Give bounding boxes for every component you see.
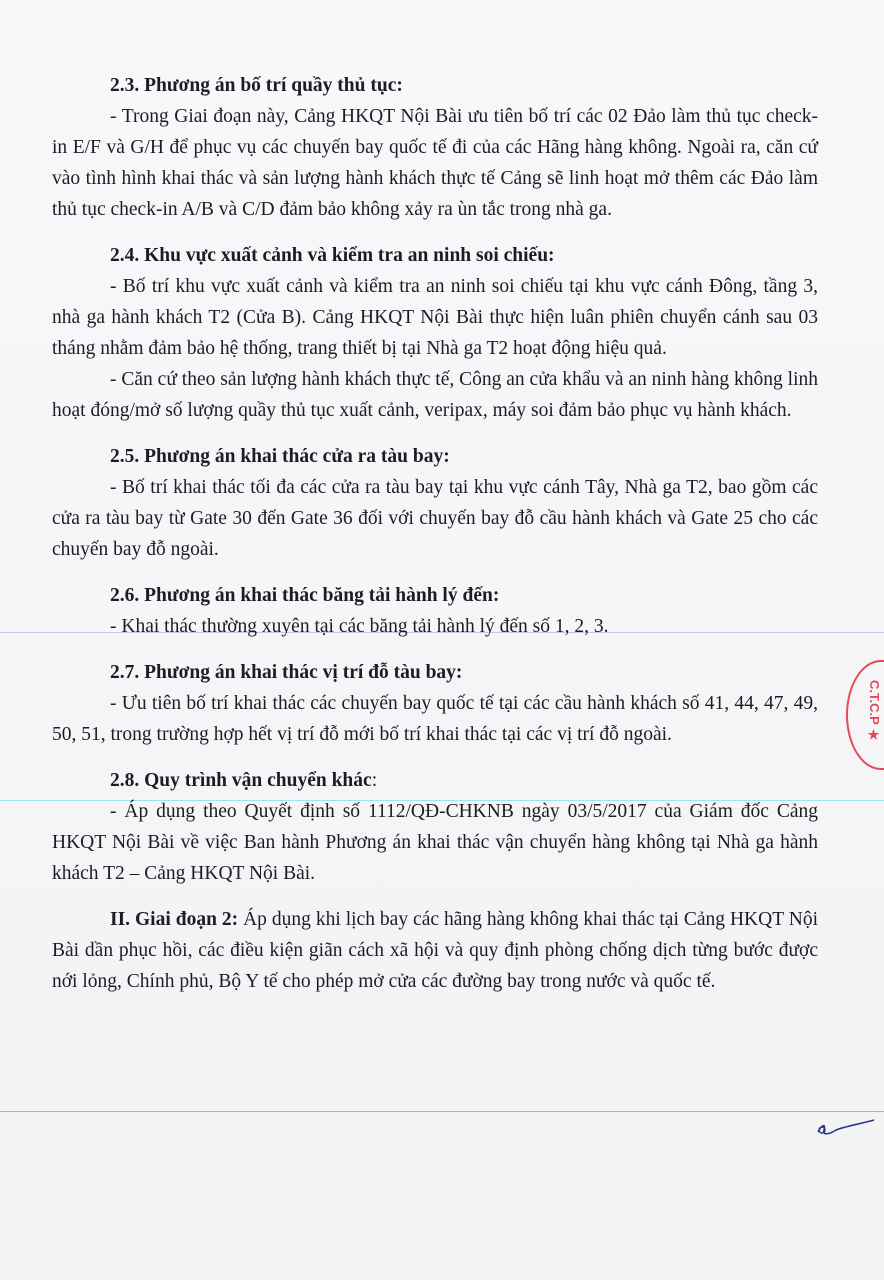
phase-2-paragraph [52,904,818,997]
section-heading: 2.3. Phương án bố trí quầy thủ tục: [110,75,403,96]
section-heading: 2.4. Khu vực xuất cảnh và kiểm tra an ninh soi chiếu: [110,245,555,266]
section-paragraph: - Trong Giai đoạn này, Cảng HKQT Nội Bài ưu tiên bố trí các 02 Đảo làm thủ tục check-in E/F và G/H để phục vụ các chuyến bay quốc tế đi của các Hãng hàng không. Ngoài ra, căn cứ vào tình hình khai thác và sản lượng hành khách thực tế Cảng sẽ linh hoạt mở thêm các Đảo làm thủ tục check-in A/B và C/D đảm bảo không xảy ra ùn tắc trong nhà ga. [52,106,818,220]
signature-mark-icon [816,1116,876,1145]
section-paragraph: - Khai thác thường xuyên tại các băng tải hành lý đến số 1, 2, 3. [110,616,609,637]
section-paragraph: - Áp dụng theo Quyết định số 1112/QĐ-CHKNB ngày 03/5/2017 của Giám đốc Cảng HKQT Nội Bài về việc Ban hành Phương án khai thác vận chuyển hàng không tại Nhà ga hành khách T2 – Cảng HKQT Nội Bài. [52,801,818,884]
section-paragraph: - Bố trí khai thác tối đa các cửa ra tàu bay tại khu vực cánh Tây, Nhà ga T2, bao gồm các cửa ra tàu bay từ Gate 30 đến Gate 36 đối với chuyến bay đỗ cầu hành khách và Gate 25 cho các chuyến bay đỗ ngoài. [52,477,818,560]
section-heading-colon: : [371,770,378,791]
section-2-4 [52,240,818,426]
section-2-8 [52,765,818,889]
phase-2-text: Áp dụng khi lịch bay các hãng hàng không khai thác tại Cảng HKQT Nội Bài dần phục hồi, các điều kiện giãn cách xã hội và quy định phòng chống dịch từng bước được nới lỏng, Chính phủ, Bộ Y tế cho phép mở cửa các đường bay trong nước và quốc tế. [52,909,818,992]
document-body [52,70,818,997]
stamp-text: C.T.C.P ★ [867,680,882,744]
section-paragraph: - Ưu tiên bố trí khai thác các chuyến bay quốc tế tại các cầu hành khách số 41, 44, 47, 49, 50, 51, trong trường hợp hết vị trí đỗ mới bố trí khai thác tại các vị trí đỗ ngoài. [52,693,818,745]
section-2-6 [52,580,818,642]
section-2-5 [52,441,818,565]
section-heading: 2.6. Phương án khai thác băng tải hành lý đến: [110,585,500,606]
section-paragraph: - Bố trí khu vực xuất cảnh và kiểm tra an ninh soi chiếu tại khu vực cánh Đông, tầng 3, nhà ga hành khách T2 (Cửa B). Cảng HKQT Nội Bài thực hiện luân phiên chuyển cánh sau 03 tháng nhằm đảm bảo hệ thống, trang thiết bị tại Nhà ga T2 hoạt động hiệu quả. [52,276,818,359]
section-paragraph: - Căn cứ theo sản lượng hành khách thực tế, Công an cửa khẩu và an ninh hàng không linh hoạt đóng/mở số lượng quầy thủ tục xuất cảnh, veripax, máy soi đảm bảo phục vụ hành khách. [52,369,818,421]
section-heading: 2.5. Phương án khai thác cửa ra tàu bay: [110,446,450,467]
section-2-3 [52,70,818,225]
section-heading-text: 2.8. Quy trình vận chuyển khác [110,770,372,791]
section-2-7 [52,657,818,750]
scan-artifact-line [0,1111,884,1112]
section-heading: 2.7. Phương án khai thác vị trí đỗ tàu bay: [110,662,463,683]
phase-2 [52,904,818,997]
phase-2-lead: II. Giai đoạn 2: [110,909,239,930]
section-heading [52,765,818,796]
